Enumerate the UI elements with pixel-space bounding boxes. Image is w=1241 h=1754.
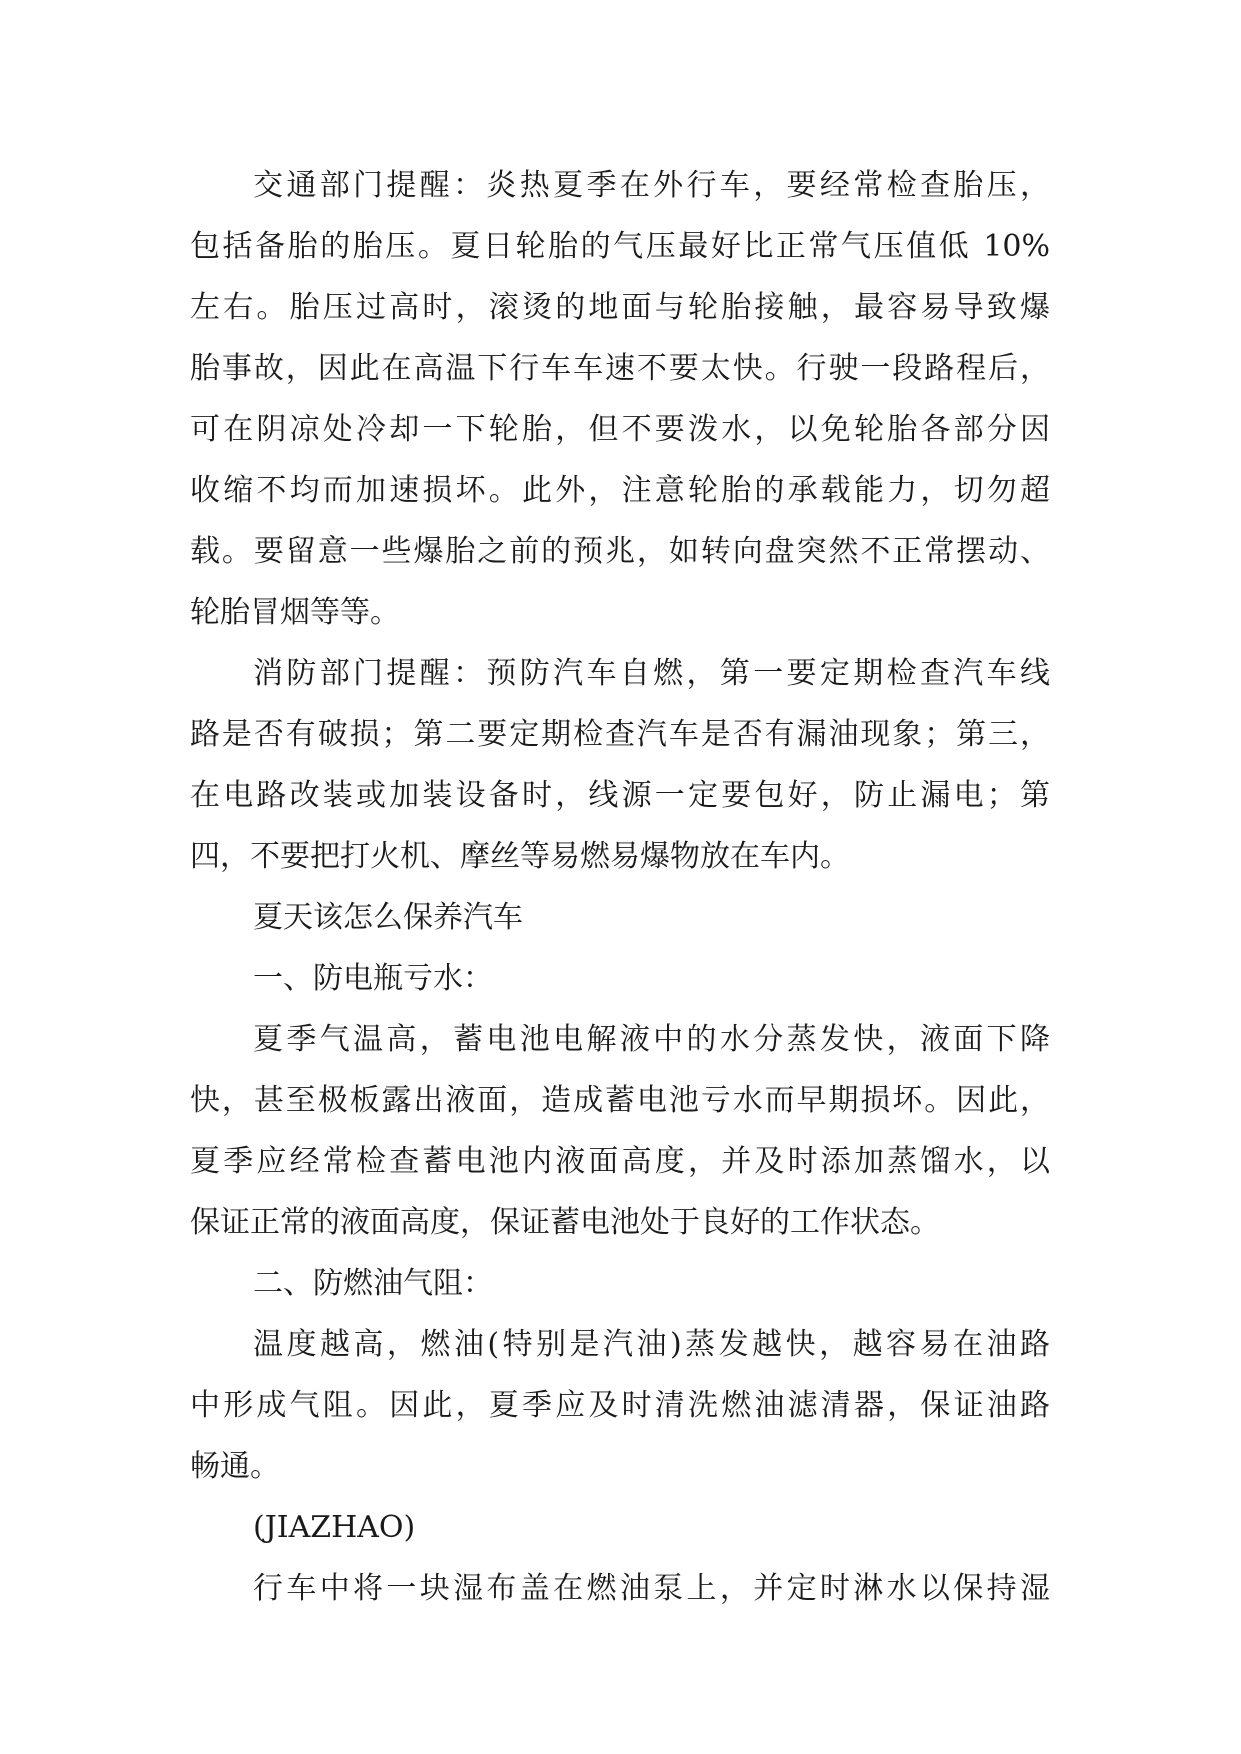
paragraph-line: 胎事故，因此在高温下行车车速不要太快。行驶一段路程后， [190,351,1050,386]
paragraph-line: 夏季气温高，蓄电池电解液中的水分蒸发快，液面下降 [253,1022,1050,1057]
paragraph-line: 左右。胎压过高时，滚烫的地面与轮胎接触，最容易导致爆 [190,290,1050,325]
paragraph-line: 中形成气阻。因此，夏季应及时清洗燃油滤清器，保证油路 [190,1388,1050,1423]
subsection-heading: 一、防电瓶亏水： [253,961,493,996]
paragraph-line: 在电路改装或加装设备时，线源一定要包好，防止漏电；第 [190,778,1050,813]
paragraph-line: 路是否有破损；第二要定期检查汽车是否有漏油现象；第三， [190,717,1050,752]
paragraph-line: 收缩不均而加速损坏。此外，注意轮胎的承载能力，切勿超 [190,473,1050,508]
source-tag: (JIAZHAO) [253,1510,416,1545]
subsection-heading: 二、防燃油气阻： [253,1266,493,1301]
paragraph-line: 交通部门提醒：炎热夏季在外行车，要经常检查胎压， [253,168,1050,203]
section-heading: 夏天该怎么保养汽车 [253,900,523,935]
paragraph-line: 可在阴凉处冷却一下轮胎，但不要泼水，以免轮胎各部分因 [190,412,1050,447]
paragraph-line: 行车中将一块湿布盖在燃油泵上，并定时淋水以保持湿 [253,1571,1050,1606]
paragraph-line: 温度越高，燃油(特别是汽油)蒸发越快，越容易在油路 [253,1327,1050,1362]
paragraph-line: 夏季应经常检查蓄电池内液面高度，并及时添加蒸馏水，以 [190,1144,1050,1179]
paragraph-line: 包括备胎的胎压。夏日轮胎的气压最好比正常气压值低 10% [190,229,1050,264]
paragraph-line: 四，不要把打火机、摩丝等易燃易爆物放在车内。 [190,839,850,874]
paragraph-line: 消防部门提醒：预防汽车自燃，第一要定期检查汽车线 [253,656,1050,691]
paragraph-line: 轮胎冒烟等等。 [190,595,400,630]
paragraph-line: 快，甚至极板露出液面，造成蓄电池亏水而早期损坏。因此， [190,1083,1050,1118]
paragraph-line: 保证正常的液面高度，保证蓄电池处于良好的工作状态。 [190,1205,940,1240]
paragraph-line: 畅通。 [190,1449,280,1484]
paragraph-line: 载。要留意一些爆胎之前的预兆，如转向盘突然不正常摆动、 [190,534,1050,569]
